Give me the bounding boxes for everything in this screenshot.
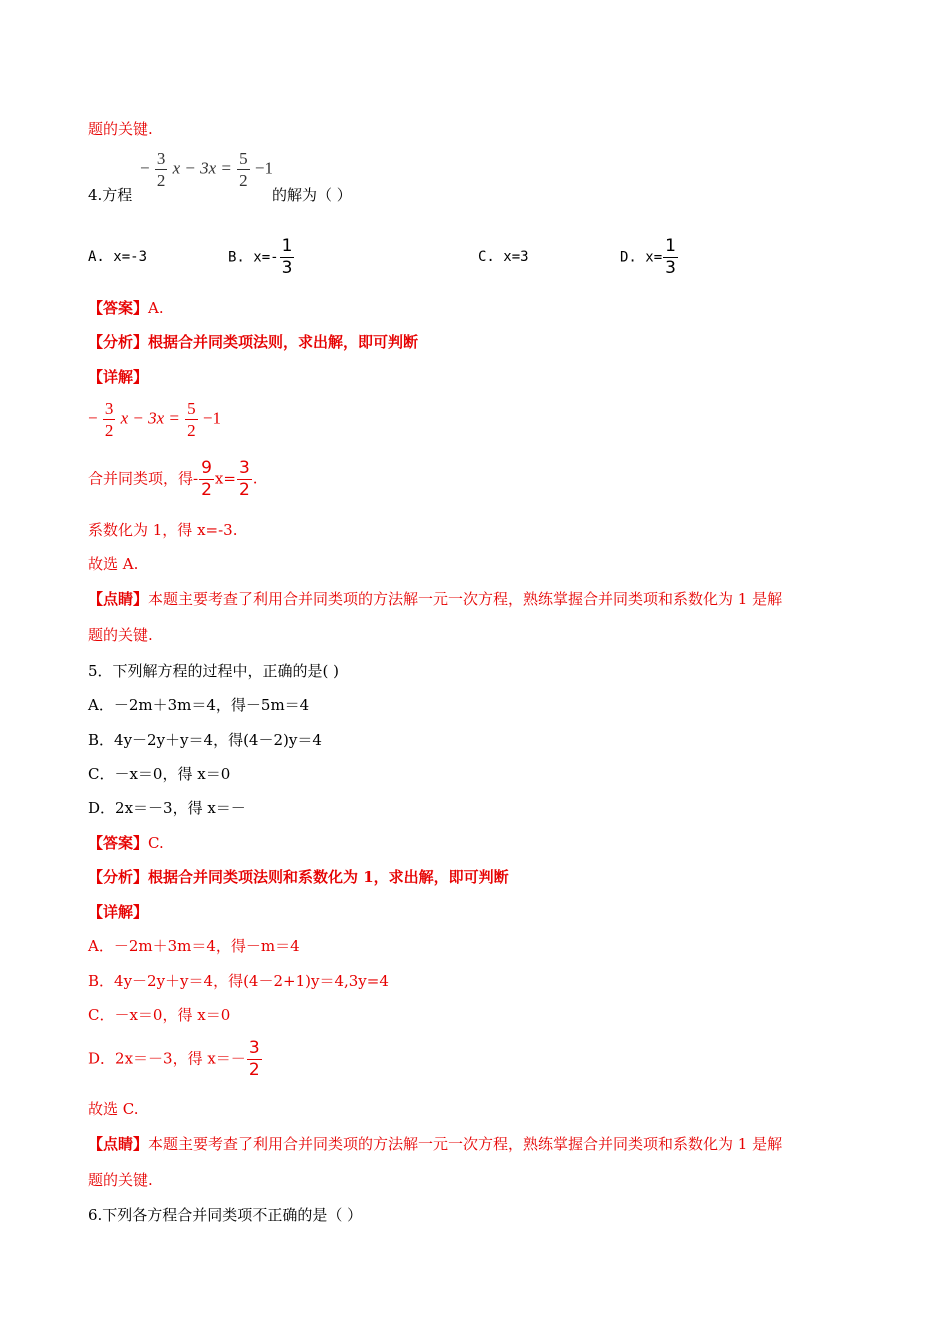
analysis-5: 【分析】根据合并同类项法则和系数化为 1，求出解，即可判断 <box>88 868 509 886</box>
q4-eq-mid: x − 3x = <box>172 158 232 178</box>
detail-4-line2: 合并同类项，得- $\frac{9}{2}$ x= $\frac{3}{2}$ . <box>88 458 258 500</box>
q4-suffix: 的解为（ ） <box>272 186 352 204</box>
detail-4-line4: 故选 A. <box>88 555 139 573</box>
q5-option-c: C．－x＝0，得 x＝0 <box>88 765 231 783</box>
q6-stem: 6.下列各方程合并同类项不正确的是（ ） <box>88 1206 363 1224</box>
q5-option-b: B．4y－2y＋y＝4，得(4－2)y＝4 <box>88 731 322 749</box>
detail-4-equation: − $\frac{3}{2}$ x − 3x = $\frac{5}{2}$ −1 <box>88 399 221 440</box>
q4-eq-lead: − <box>140 158 150 178</box>
detail-5-end: 故选 C. <box>88 1100 139 1118</box>
detail-5-d: D．2x＝－3，得 x＝－ $\frac{3}{2}$ <box>88 1038 260 1080</box>
analysis-4: 【分析】根据合并同类项法则，求出解，即可判断 <box>88 333 419 351</box>
q4-eq-frac1: $\frac{3}{2}$ <box>156 149 166 190</box>
answer-5: 【答案】C. <box>88 834 164 852</box>
q5-option-d: D．2x＝－3，得 x＝－ <box>88 799 246 817</box>
q4-option-b: B. x=- $\frac{1}{3}$ <box>228 236 293 278</box>
detail-5-a: A．－2m＋3m＝4，得－m＝4 <box>88 937 300 955</box>
point-4: 【点睛】本题主要考查了利用合并同类项的方法解一元一次方程，熟练掌握合并同类项和系数化为 1 是解 <box>88 590 783 608</box>
point-5-cont: 题的关键. <box>88 1171 153 1189</box>
detail-5-b: B．4y－2y＋y＝4，得(4－2+1)y＝4,3y=4 <box>88 972 389 990</box>
detail-5-c: C．－x＝0，得 x＝0 <box>88 1006 231 1024</box>
detail-4-line3: 系数化为 1，得 x=-3. <box>88 521 238 539</box>
point-5: 【点睛】本题主要考查了利用合并同类项的方法解一元一次方程，熟练掌握合并同类项和系数化为 1 是解 <box>88 1135 783 1153</box>
conclusion-line: 题的关键. <box>88 120 153 138</box>
q4-option-a: A. x=-3 <box>88 249 148 265</box>
point-4-cont: 题的关键. <box>88 626 153 644</box>
q4-option-c: C. x=3 <box>478 249 529 265</box>
answer-4: 【答案】A. <box>88 299 164 317</box>
q4-option-d: D. x= $\frac{1}{3}$ <box>620 236 676 278</box>
detail-5-tag: 【详解】 <box>88 903 149 921</box>
q4-eq-tail: −1 <box>254 158 273 178</box>
detail-4-tag: 【详解】 <box>88 368 149 386</box>
q5-stem: 5．下列解方程的过程中，正确的是( ) <box>88 662 340 680</box>
q4-equation <box>140 150 273 189</box>
q4-prefix: 4.方程 <box>88 186 133 204</box>
q4-eq-frac2: $\frac{5}{2}$ <box>239 149 248 190</box>
q5-option-a: A．－2m＋3m＝4，得－5m＝4 <box>88 696 310 714</box>
